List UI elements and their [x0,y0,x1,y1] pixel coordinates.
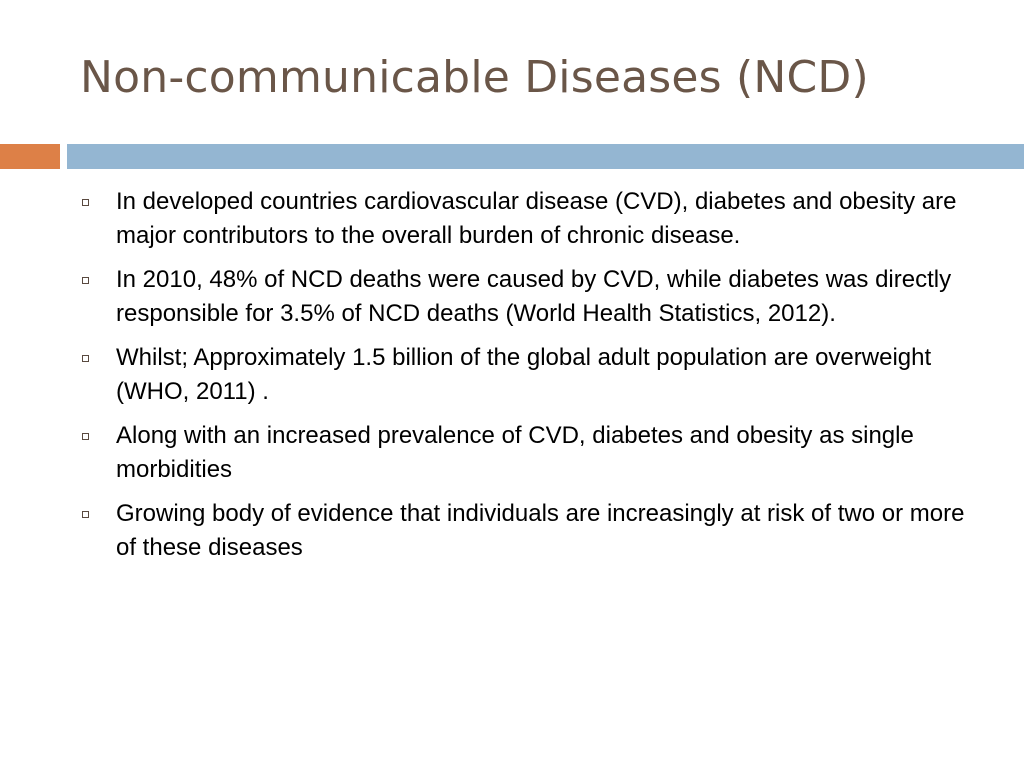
title-divider-orange [0,144,60,169]
bullet-text: Along with an increased prevalence of CVD, diabetes and obesity as single morbidities [116,422,914,483]
bullet-item [82,263,982,331]
bullet-item [82,497,982,565]
bullet-list [82,185,982,575]
hollow-square-bullet-icon [82,277,89,284]
bullet-text: Growing body of evidence that individuals are increasingly at risk of two or more of these diseases [116,500,965,561]
hollow-square-bullet-icon [82,433,89,440]
slide-title: Non-communicable Diseases (NCD) [80,52,869,103]
bullet-text: Whilst; Approximately 1.5 billion of the global adult population are overweight (WHO, 2011) . [116,344,932,405]
title-divider-blue [67,144,1024,169]
bullet-text: In developed countries cardiovascular disease (CVD), diabetes and obesity are major contributors to the overall burden of chronic disease. [116,188,957,249]
bullet-item [82,185,982,253]
bullet-text: In 2010, 48% of NCD deaths were caused by CVD, while diabetes was directly responsible for 3.5% of NCD deaths (World Health Statistics, 2012). [116,266,952,327]
bullet-item [82,419,982,487]
hollow-square-bullet-icon [82,355,89,362]
hollow-square-bullet-icon [82,511,89,518]
bullet-item [82,341,982,409]
hollow-square-bullet-icon [82,199,89,206]
